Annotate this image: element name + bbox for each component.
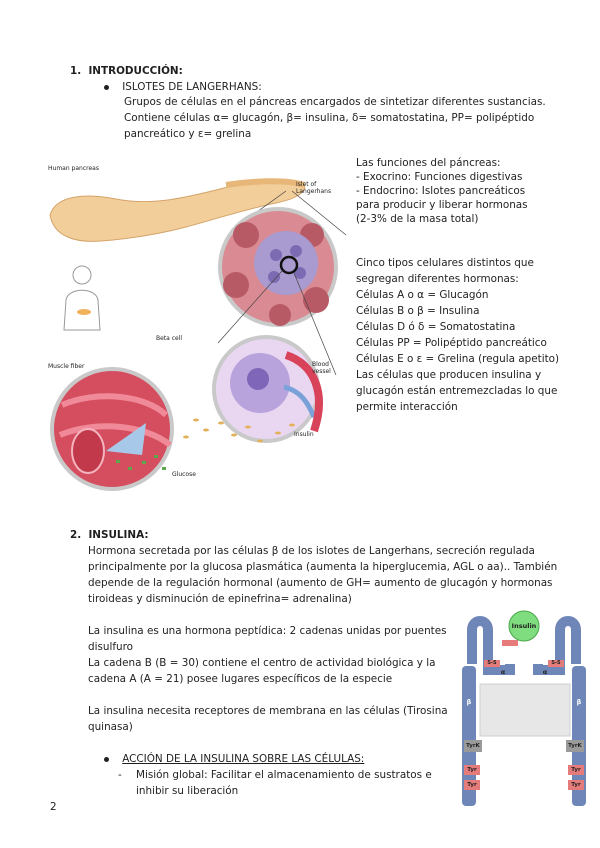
islotes-line-1: Grupos de células en el páncreas encargados de sintetizar diferentes sustancias. — [124, 96, 546, 108]
functions-line-4: (2-3% de la masa total) — [356, 213, 479, 225]
accion-title: ACCIÓN DE LA INSULINA SOBRE LAS CÉLULAS: — [122, 753, 365, 765]
insulina-p1-line-1: Hormona secretada por las células β de los islotes de Langerhans, secreción regulada — [88, 545, 535, 557]
label-blood-vessel: Blood vessel — [312, 361, 331, 375]
islotes-line-2: Contiene células α= glucagón, β= insulina, δ= somatostatina, PP= polipéptido — [124, 112, 535, 124]
cell-types-line-3: Células A o α = Glucagón — [356, 289, 489, 301]
cell-types-line-5: Células D ó δ = Somatostatina — [356, 321, 516, 333]
section2-number: 2. — [70, 529, 82, 541]
islotes-bullet — [104, 80, 262, 96]
cell-types-line-7: Células E o ε = Grelina (regula apetito) — [356, 353, 560, 365]
label-human-pancreas: Human pancreas — [48, 165, 99, 172]
accion-dash: - — [118, 769, 122, 781]
cell-types-line-8: Las células que producen insulina y — [356, 369, 542, 381]
page-number: 2 — [50, 801, 57, 813]
receptor-alpha-right: α — [542, 668, 548, 676]
insulin-receptor-diagram — [458, 610, 590, 810]
receptor-tyr-right-2: Tyr — [571, 782, 581, 788]
bullet-dot-icon — [104, 757, 109, 762]
receptor-tyr-left-2: Tyr — [467, 782, 477, 788]
cell-types-line-2: segregan diferentes hormonas: — [356, 273, 519, 285]
section1-heading — [70, 64, 183, 80]
insulina-p3-line-2: quinasa) — [88, 721, 133, 733]
functions-title: Las funciones del páncreas: — [356, 157, 501, 169]
functions-line-1: - Exocrino: Funciones digestivas — [356, 171, 523, 183]
section2-title: INSULINA: — [88, 529, 149, 541]
receptor-tyr-right-1: Tyr — [571, 767, 581, 773]
label-islet: Islet of Langerhans — [296, 181, 332, 195]
receptor-beta-right: β — [576, 698, 582, 706]
functions-line-3: para producir y liberar hormonas — [356, 199, 528, 211]
pancreas-illustration — [46, 155, 348, 500]
cell-types-line-4: Células B o β = Insulina — [356, 305, 480, 317]
insulina-p2-line-4: cadena A (A = 21) posee lugares específicos de la especie — [88, 673, 393, 685]
accion-bullet — [104, 752, 364, 768]
functions-line-2: - Endocrino: Islotes pancreáticos — [356, 185, 526, 197]
cell-types-line-9: glucagón están entremezcladas lo que — [356, 385, 558, 397]
section2-heading — [70, 528, 149, 544]
pancreas-illustration-graphic — [46, 155, 348, 500]
receptor-tyrk-left: TyrK — [466, 743, 480, 749]
insulina-p3-line-1: La insulina necesita receptores de membrana en las células (Tirosina — [88, 705, 448, 717]
receptor-ss-left: S-S — [487, 660, 497, 666]
insulina-p1-line-2: principalmente por la glucosa plasmática (aumenta la hiperglucemia, AGL o aa).. También — [88, 561, 558, 573]
label-insulin: Insulin — [294, 431, 314, 438]
receptor-ss-right: S-S — [551, 660, 561, 666]
insulina-p1-line-3: depende de la regulación hormonal (aumento de GH= aumento de glucagón y hormonas — [88, 577, 553, 589]
section1-number: 1. — [70, 65, 82, 77]
cell-types-line-1: Cinco tipos celulares distintos que — [356, 257, 534, 269]
receptor-alpha-left: α — [500, 668, 506, 676]
label-glucose: Glucose — [172, 471, 196, 478]
receptor-insulin-label: Insulin — [511, 622, 537, 630]
label-muscle-fiber: Muscle fiber — [48, 363, 85, 370]
receptor-beta-left: β — [466, 698, 472, 706]
receptor-tyrk-right: TyrK — [568, 743, 582, 749]
insulina-p2-line-3: La cadena B (B = 30) contiene el centro de actividad biológica y la — [88, 657, 436, 669]
cell-types-line-10: permite interacción — [356, 401, 458, 413]
insulina-p1-line-4: tiroideas y disminución de epinefrina= adrenalina) — [88, 593, 352, 605]
accion-sub-line-2: inhibir su liberación — [136, 785, 239, 797]
bullet-dot-icon — [104, 85, 109, 90]
accion-sub-line-1: Misión global: Facilitar el almacenamiento de sustratos e — [136, 769, 432, 781]
receptor-tyr-left-1: Tyr — [467, 767, 477, 773]
label-beta-cell: Beta cell — [156, 335, 183, 342]
section1-title: INTRODUCCIÓN: — [88, 65, 183, 77]
insulin-receptor-graphic — [458, 610, 590, 810]
insulina-p2-line-1: La insulina es una hormona peptídica: 2 cadenas unidas por puentes — [88, 625, 447, 637]
islotes-title: ISLOTES DE LANGERHANS: — [122, 81, 262, 93]
insulina-p2-line-2: disulfuro — [88, 641, 134, 653]
islotes-line-3: pancreático y ε= grelina — [124, 128, 252, 140]
cell-types-line-6: Células PP = Polipéptido pancreático — [356, 337, 547, 349]
